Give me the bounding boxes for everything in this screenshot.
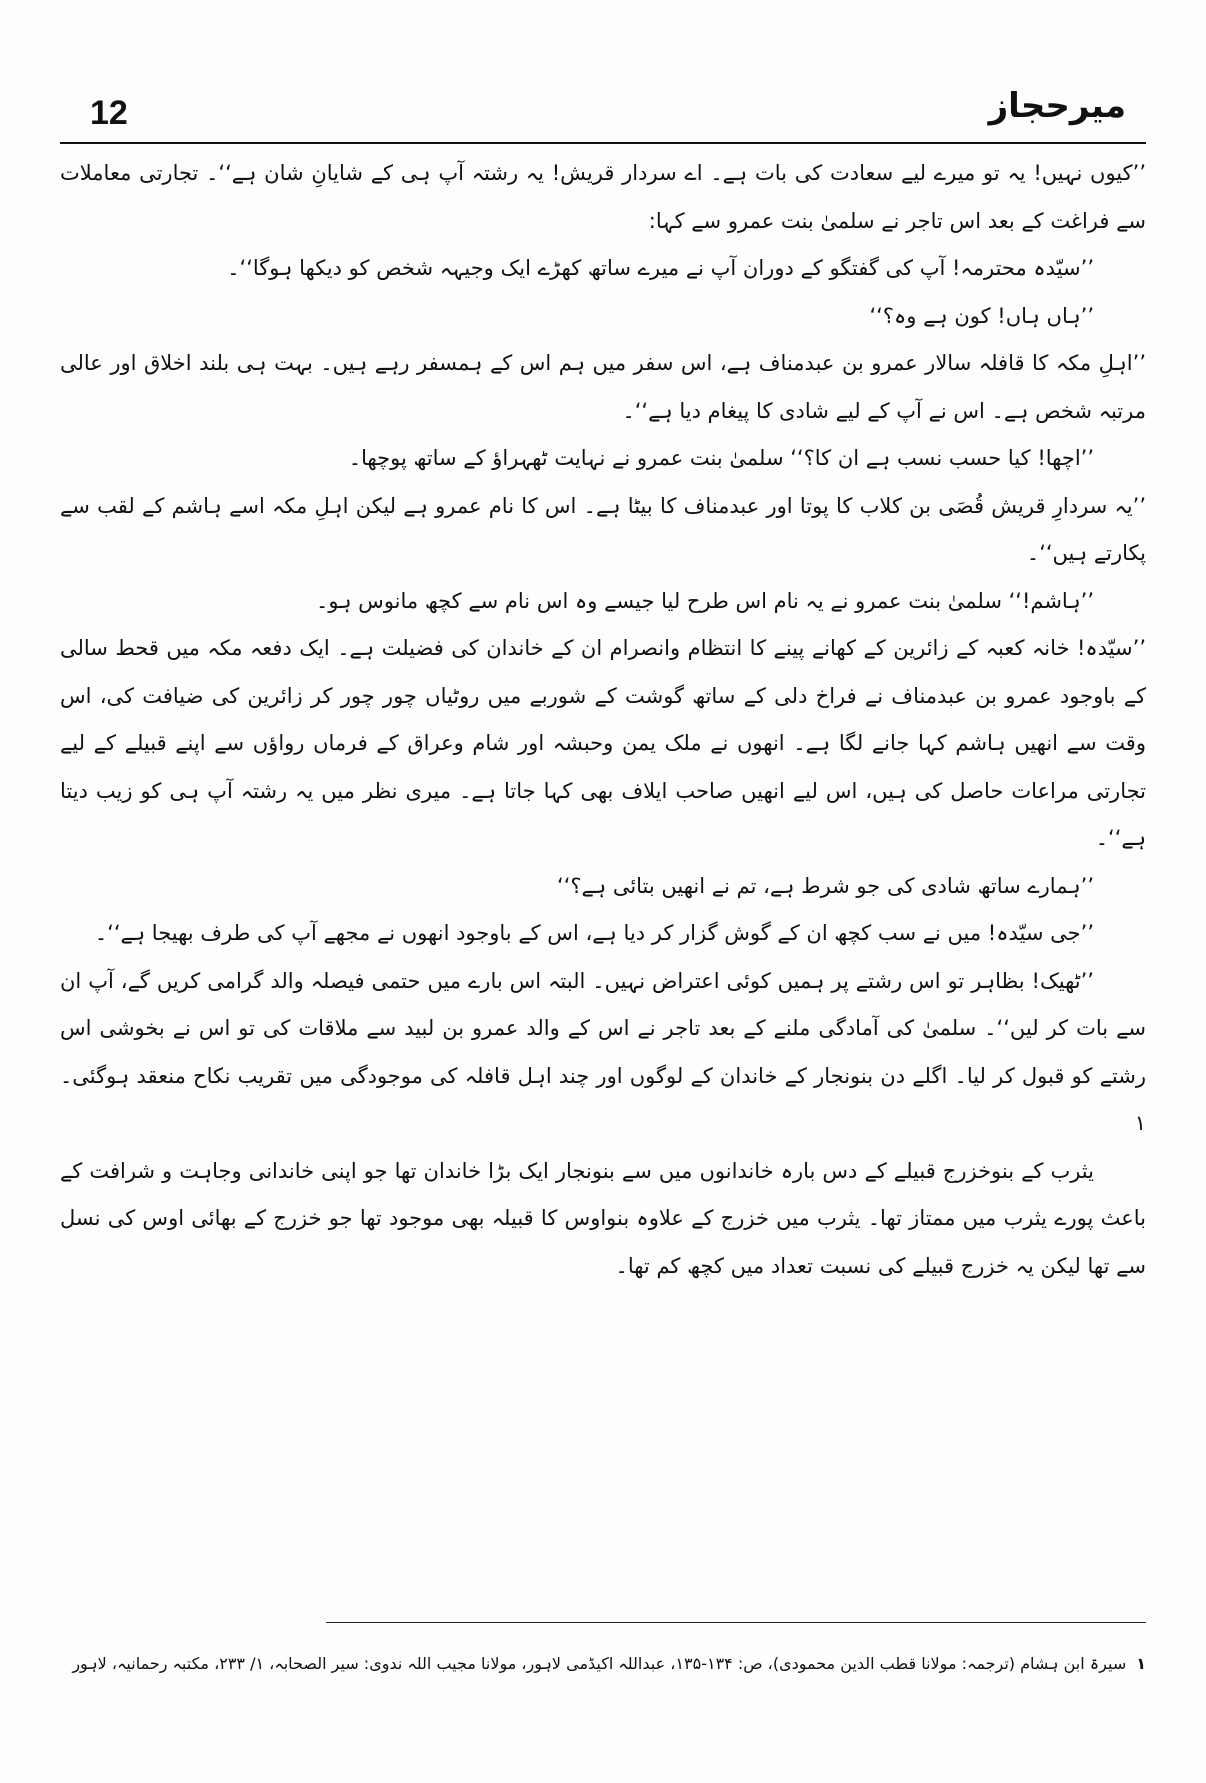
paragraph: ’’ہاں ہاں! کون ہے وہ؟‘‘ — [869, 303, 1094, 328]
footnote-text: سیرۃ ابن ہشام (ترجمہ: مولانا قطب الدین محمودی)، ص: ۱۳۴-۱۳۵، عبداللہ اکیڈمی لاہور، مولانا مجیب اللہ ندوی: سیر الصحابہ، ۱/ ۲۳۳، مکتبہ رحمانیہ، لاہور — [72, 1654, 1127, 1673]
footnote-divider — [326, 1622, 1146, 1623]
paragraph: ’’ہمارے ساتھ شادی کی جو شرط ہے، تم نے انھیں بتائی ہے؟‘‘ — [557, 873, 1094, 898]
footnote — [60, 1642, 1146, 1686]
paragraph: ’’جی سیّدہ! میں نے سب کچھ ان کے گوش گزار کر دیا ہے، اس کے باوجود انھوں نے مجھے آپ کی طرف بھیجا ہے‘‘۔ — [94, 921, 1094, 945]
paragraph: یثرب کے بنوخزرج قبیلے کے دس بارہ خاندانوں میں سے بنونجار ایک بڑا خاندان تھا جو اپنی خاندانی وجاہت و شرافت کے باعث پورے یثرب میں ممتاز تھا۔ یثرب میں خزرج کے علاوہ بنواوس کا قبیلہ بھی موجود تھا جو خزرج کے بھائی اوس کی نسل سے تھا لیکن یہ خزرج قبیلے کی نسبت تعداد میں کچھ کم تھا۔ — [60, 1158, 1146, 1278]
header-divider — [60, 142, 1146, 144]
paragraph: ’’اچھا! کیا حسب نسب ہے ان کا؟‘‘ سلمیٰ بنت عمرو نے نہایت ٹھہراؤ کے ساتھ پوچھا۔ — [348, 446, 1094, 470]
page-number: 12 — [90, 94, 128, 132]
body-text — [60, 150, 1146, 1290]
paragraph: ’’ٹھیک! بظاہر تو اس رشتے پر ہمیں کوئی اعتراض نہیں۔ البتہ اس بارے میں حتمی فیصلہ والد گرامی کریں گے، آپ ان سے بات کر لیں‘‘۔ سلمیٰ کی آمادگی ملنے کے بعد تاجر نے اس کے والد عمرو بن لبید سے ملاقات کی تو اس نے بخوشی اس رشتے کو قبول کر لیا۔ اگلے دن بنونجار کے خاندان کے لوگوں اور چند اہل قافلہ کی موجودگی میں تقریب نکاح منعقد ہوگئی۔ ۱ — [60, 968, 1146, 1135]
paragraph: ’’اہلِ مکہ کا قافلہ سالار عمرو بن عبدمناف ہے، اس سفر میں ہم اس کے ہمسفر رہے ہیں۔ بہت ہی بلند اخلاق اور عالی مرتبہ شخص ہے۔ اس نے آپ کے لیے شادی کا پیغام دیا ہے‘‘۔ — [60, 351, 1146, 423]
paragraph: ’’سیّدہ محترمہ! آپ کی گفتگو کے دوران آپ نے میرے ساتھ کھڑے ایک وجیہہ شخص کو دیکھا ہوگا‘‘۔ — [227, 256, 1094, 280]
paragraph: ’’یہ سردارِ قریش قُصَی بن کلاب کا پوتا اور عبدمناف کا بیٹا ہے۔ اس کا نام عمرو ہے لیکن اہلِ مکہ اسے ہاشم کے لقب سے پکارتے ہیں‘‘۔ — [60, 493, 1146, 565]
paragraph: ’’کیوں نہیں! یہ تو میرے لیے سعادت کی بات ہے۔ اے سردار قریش! یہ رشتہ آپ ہی کے شایانِ شان ہے‘‘۔ تجارتی معاملات سے فراغت کے بعد اس تاجر نے سلمیٰ بنت عمرو سے کہا: — [60, 161, 1146, 233]
running-title: میرحجاز — [988, 86, 1126, 126]
paragraph: ’’سیّدہ! خانہ کعبہ کے زائرین کے کھانے پینے کا انتظام وانصرام ان کے خاندان کی فضیلت ہے۔ ایک دفعہ مکہ میں قحط سالی کے باوجود عمرو بن عبدمناف نے فراخ دلی کے ساتھ گوشت کے شوربے میں روٹیاں چور چور کر زائرین کی ضیافت کی، اس وقت سے انھیں ہاشم کہا جانے لگا ہے۔ انھوں نے ملک یمن وحبشہ اور شام وعراق کے فرماں رواؤں سے اپنے قبیلے کے لیے تجارتی مراعات حاصل کی ہیں، اس لیے انھیں صاحب ایلاف بھی کہا جاتا ہے۔ میری نظر میں یہ رشتہ آپ ہی کو زیب دیتا ہے‘‘۔ — [60, 636, 1146, 850]
footnote-marker: ۱ — [1136, 1654, 1146, 1673]
paragraph: ’’ہاشم!‘‘ سلمیٰ بنت عمرو نے یہ نام اس طرح لیا جیسے وہ اس نام سے کچھ مانوس ہو۔ — [316, 588, 1094, 613]
page-header — [70, 80, 1136, 140]
